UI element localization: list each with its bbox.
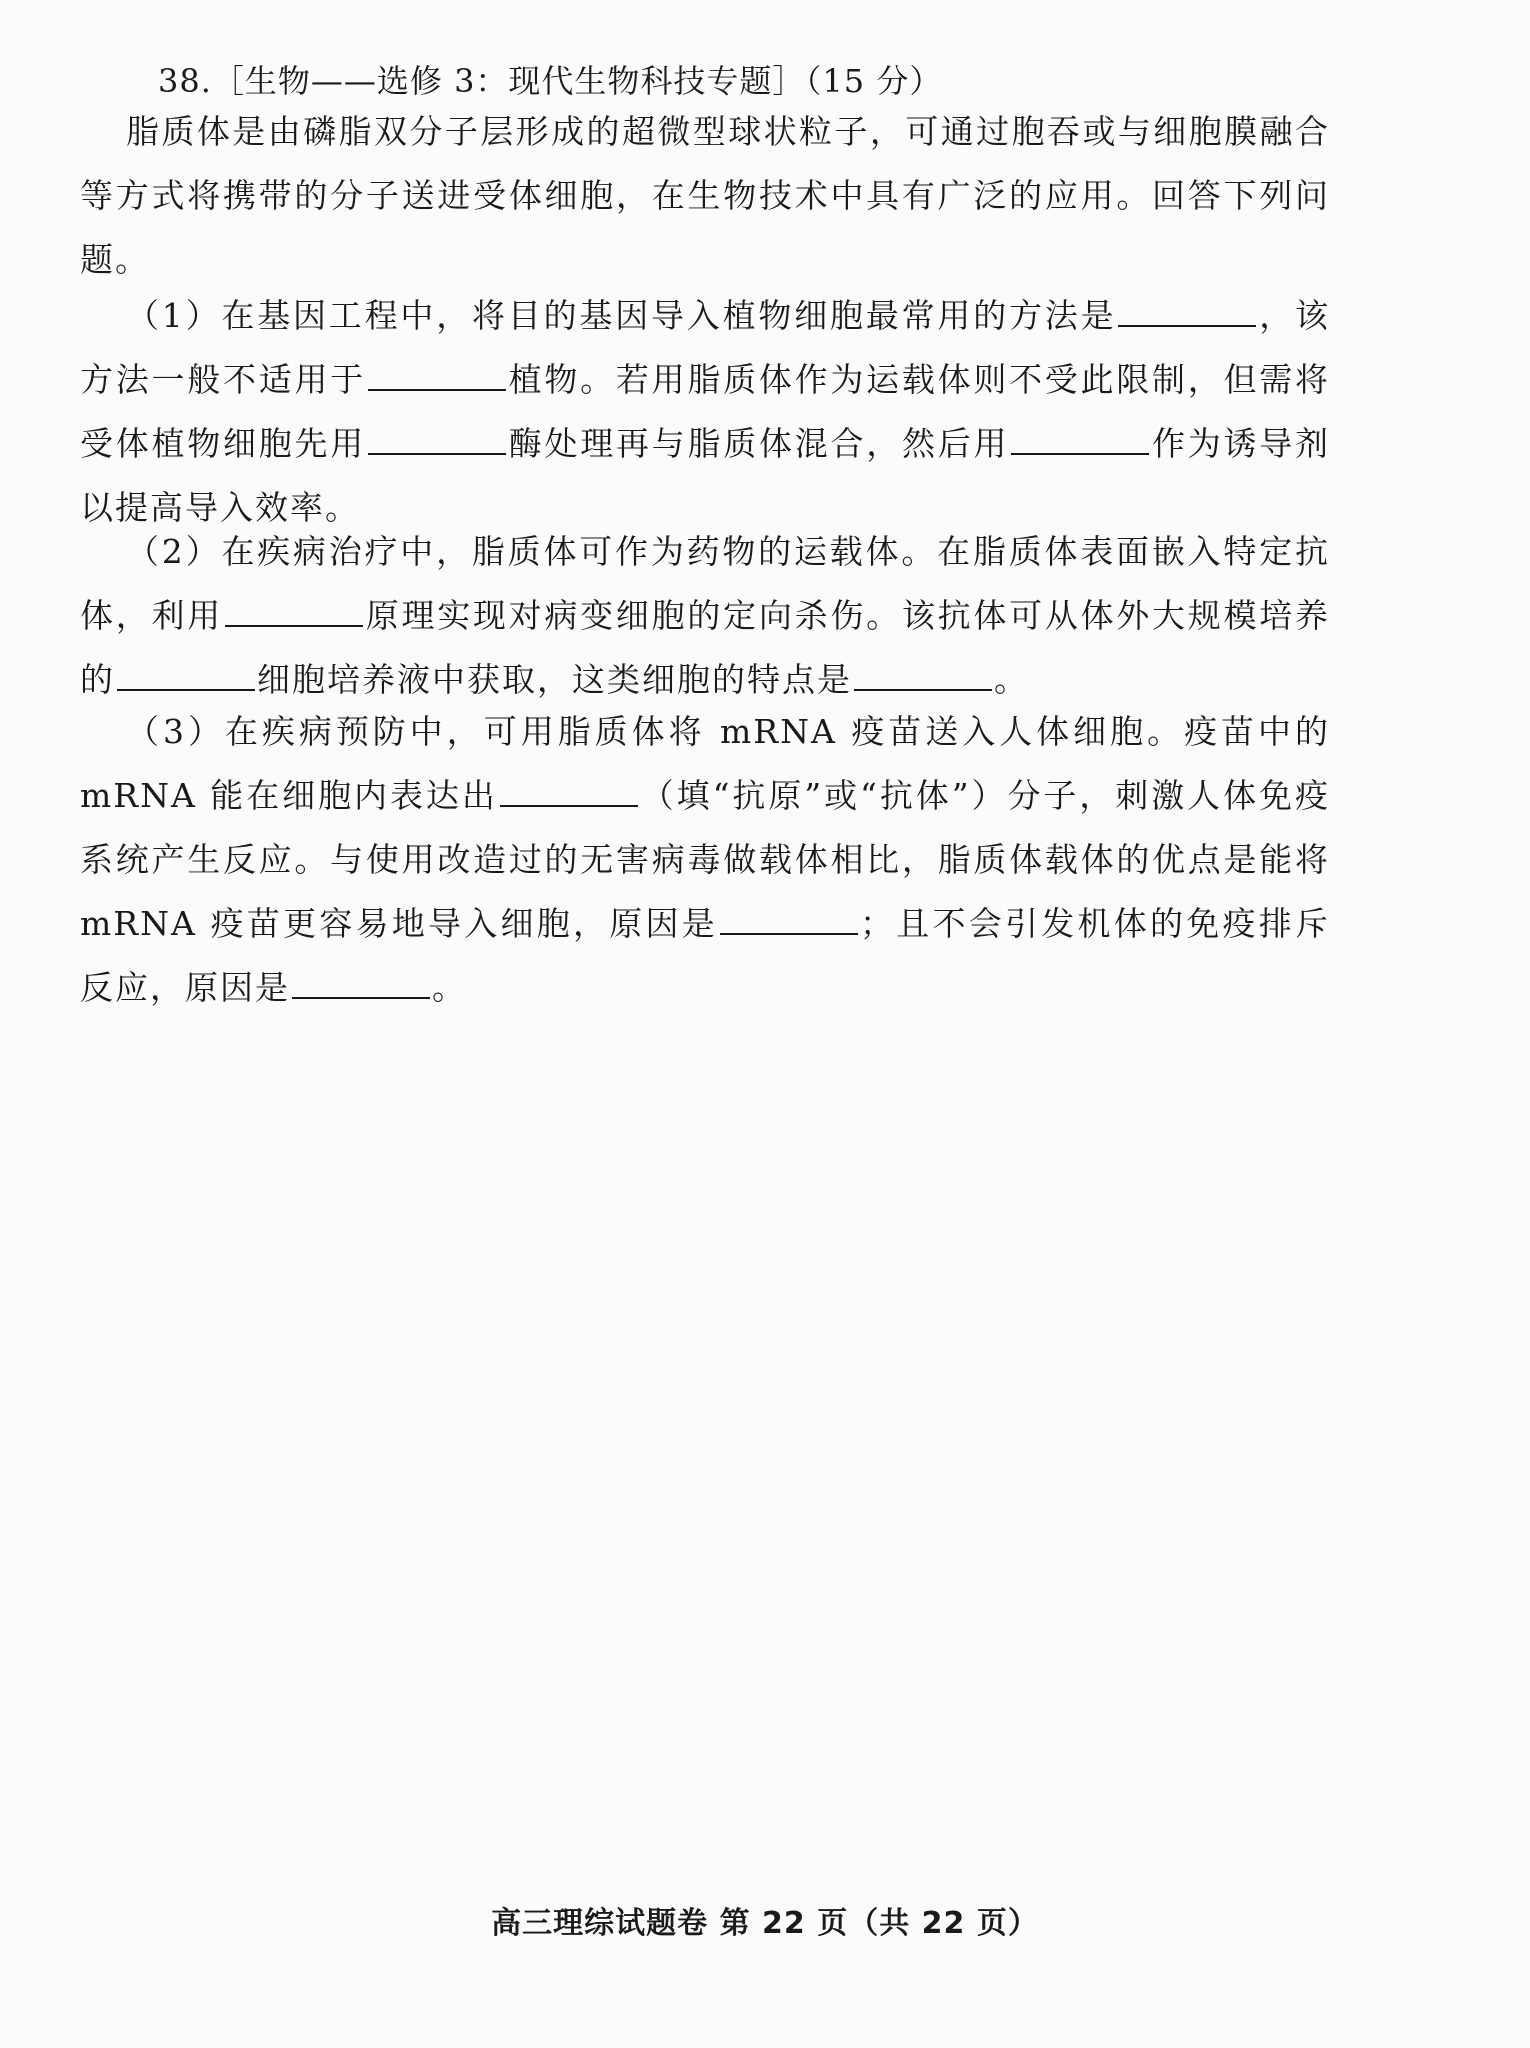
part-1-text-2: ，该方法一般不适用于 xyxy=(80,296,1331,399)
part-1-paragraph xyxy=(80,284,1330,540)
part-2-paragraph xyxy=(80,520,1330,712)
answer-blank xyxy=(720,903,858,935)
answer-blank xyxy=(225,595,363,627)
part-3-block xyxy=(80,700,1330,1020)
part-3-paragraph xyxy=(80,700,1330,1020)
part-3-text-3: ；且不会引发机体的免疫排斥反应，原因是 xyxy=(80,904,1331,1007)
answer-blank xyxy=(368,359,506,391)
answer-blank xyxy=(1118,295,1256,327)
part-2-text-4: 。 xyxy=(994,660,1029,699)
part-3-text-4: 。 xyxy=(432,968,467,1007)
part-1-text-3: 植物。若用脂质体作为运载体则不受此限制，但需将受体植物细胞先用 xyxy=(80,360,1331,463)
question-intro-block xyxy=(80,100,1330,292)
page-footer: 高三理综试题卷 第 22 页（共 22 页） xyxy=(491,1906,1039,1941)
part-3-text-1: （3）在疾病预防中，可用脂质体将 mRNA 疫苗送入人体细胞。疫苗中的 mRNA 能在细胞内表达出 xyxy=(80,712,1330,815)
question-header: 38.［生物——选修 3：现代生物科技专题］（15 分） xyxy=(158,62,943,100)
part-2-text-3: 细胞培养液中获取，这类细胞的特点是 xyxy=(257,660,852,699)
answer-blank xyxy=(292,967,430,999)
part-1-text-1: （1）在基因工程中，将目的基因导入植物细胞最常用的方法是 xyxy=(126,296,1117,335)
part-2-text-2: 原理实现对病变细胞的定向杀伤。该抗体可从体外大规模培养的 xyxy=(80,596,1331,699)
answer-blank xyxy=(1011,423,1149,455)
part-1-block xyxy=(80,284,1330,540)
answer-blank xyxy=(117,659,255,691)
question-intro: 脂质体是由磷脂双分子层形成的超微型球状粒子，可通过胞吞或与细胞膜融合等方式将携带的分子送进受体细胞，在生物技术中具有广泛的应用。回答下列问题。 xyxy=(80,112,1330,279)
part-1-text-5: 作为诱导剂以提高导入效率。 xyxy=(80,424,1330,527)
answer-blank xyxy=(368,423,506,455)
answer-blank xyxy=(500,775,638,807)
part-2-block xyxy=(80,520,1330,712)
part-3-text-2: （填“抗原”或“抗体”）分子，刺激人体免疫系统产生反应。与使用改造过的无害病毒做载体相比，脂质体载体的优点是能将 mRNA 疫苗更容易地导入细胞，原因是 xyxy=(80,776,1330,943)
part-1-text-4: 酶处理再与脂质体混合，然后用 xyxy=(508,424,1010,463)
part-2-text-1: （2）在疾病治疗中，脂质体可作为药物的运载体。在脂质体表面嵌入特定抗体，利用 xyxy=(80,532,1330,635)
answer-blank xyxy=(854,659,992,691)
